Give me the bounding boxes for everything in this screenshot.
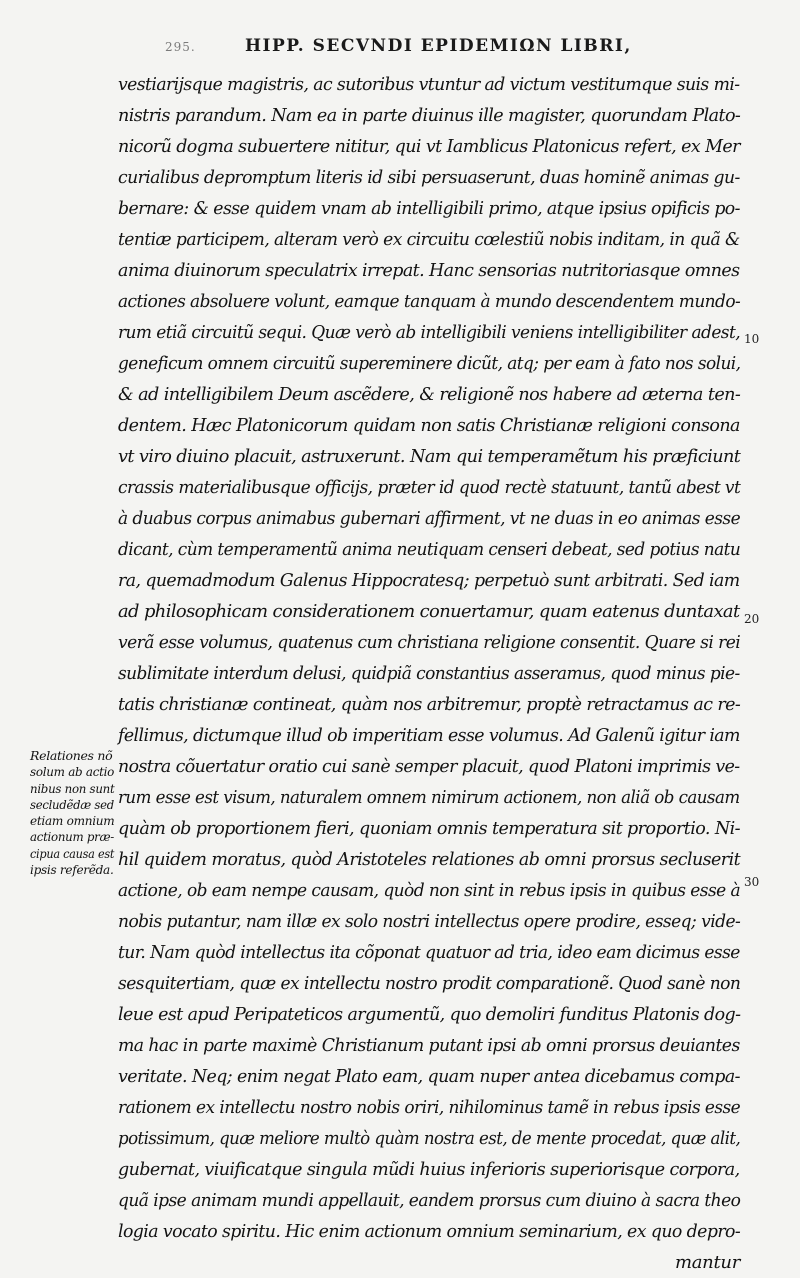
text-line: fellimus, dictumque illud ob imperitiam esse volumus. Ad Galenũ igitur iam [118,725,740,746]
marginal-note-line: solum ab actio [30,764,115,780]
marginal-note-line: ipsis referẽda. [30,862,114,878]
text-line: ra, quemadmodum Galenus Hippocratesq; perpetuò sunt arbitrati. Sed iam [118,570,740,591]
text-line: vestiarijsque magistris, ac sutoribus vtuntur ad victum vestitumque suis mi- [118,74,740,95]
text-line: nistris parandum. Nam ea in parte diuinus ille magister, quorundam Plato- [118,105,741,126]
running-head: HIPP. SECVNDI EPIDEMIΩN LIBRI, [245,36,632,56]
text-line: tentiæ participem, alteram verò ex circuitu cœlestiũ nobis inditam, in quã & [118,229,740,250]
text-line: nobis putantur, nam illæ ex solo nostri intellectus opere prodire, esseq; vide- [118,911,741,932]
text-line: rum etiã circuitũ sequi. Quæ verò ab intelligibili veniens intelligibiliter adest, [118,322,741,343]
text-line: dentem. Hæc Platonicorum quidam non satis Christianæ religioni consona [118,415,740,436]
text-line: tur. Nam quòd intellectus ita cõponat quatuor ad tria, ideo eam dicimus esse [118,942,740,963]
text-line-catchword: mantur [674,1252,740,1273]
marginal-note-line: cipua causa est [30,845,115,861]
text-line: leue est apud Peripateticos argumentũ, quo demoliri funditus Platonis dog- [118,1004,741,1025]
text-line: vt viro diuino placuit, astruxerunt. Nam qui temperamẽtum his præficiunt [118,446,741,467]
text-line: geneficum omnem circuitũ supereminere dicũt, atq; per eam à fato nos solui, [118,353,741,374]
marginal-note-line: secludẽdæ sed [30,796,114,812]
marginal-note-line: nibus non sunt [30,780,115,796]
marginal-note-line: actionum præ- [30,829,114,845]
line-number-30: 30 [744,875,760,889]
text-line: actiones absoluere volunt, eamque tanquam à mundo descendentem mundo- [118,291,741,312]
text-line: à duabus corpus animabus gubernari affirment, vt ne duas in eo animas esse [118,508,741,529]
main-text-block [118,69,740,1278]
marginal-note-line: etiam omnium [30,813,115,829]
text-line: verã esse volumus, quatenus cum christiana religione consentit. Quare si rei [118,632,741,653]
text-line: ad philosophicam considerationem conuertamur, quam eatenus duntaxat [118,601,740,622]
text-line: anima diuinorum speculatrix irrepat. Hanc sensorias nutritoriasque omnes [118,260,740,281]
text-line: hil quidem moratus, quòd Aristoteles relationes ab omni prorsus secluserit [118,849,741,870]
text-line: nostra cõuertatur oratio cui sanè semper placuit, quod Platoni imprimis ve- [118,756,740,777]
text-line: & ad intelligibilem Deum ascẽdere, & religionẽ nos habere ad æterna ten- [118,384,741,405]
text-line: quàm ob proportionem fieri, quoniam omnis temperatura sit proportio. Ni- [118,818,741,839]
text-line: rum esse est visum, naturalem omnem nimirum actionem, non aliã ob causam [118,787,740,808]
text-line: tatis christianæ contineat, quàm nos arbitremur, proptè retractamus ac re- [118,694,741,715]
text-line: veritate. Neq; enim negat Plato eam, quam nuper antea dicebamus compa- [118,1066,740,1087]
text-line: rationem ex intellectu nostro nobis oriri, nihilominus tamẽ in rebus ipsis esse [118,1097,741,1118]
text-line: logia vocato spiritu. Hic enim actionum omnium seminarium, ex quo depro- [118,1221,741,1242]
text-line: crassis materialibusque officijs, præter id quod rectè statuunt, tantũ abest vt [118,477,741,498]
text-line: sublimitate interdum delusi, quidpiã constantius asseramus, quod minus pie- [118,663,740,684]
marginal-note [30,748,114,878]
text-line: quã ipse animam mundi appellauit, eandem prorsus cum diuino à sacra theo [118,1190,741,1211]
text-line: gubernat, viuificatque singula mũdi huius inferioris superiorisque corpora, [118,1159,740,1180]
text-line: sesquitertiam, quæ ex intellectu nostro prodit comparationẽ. Quod sanè non [118,973,741,994]
text-line: dicant, cùm temperamentũ anima neutiquam censeri debeat, sed potius natu [118,539,741,560]
marginal-note-line: Relationes nõ [30,748,113,763]
text-line: bernare: & esse quidem vnam ab intelligibili primo, atque ipsius opificis po- [118,198,740,219]
line-number-10: 10 [744,332,760,346]
text-line: potissimum, quæ meliore multò quàm nostra est, de mente procedat, quæ alit, [118,1128,741,1149]
text-line: actione, ob eam nempe causam, quòd non sint in rebus ipsis in quibus esse à [118,880,741,901]
page-number: 295. [165,40,196,54]
text-line: curialibus depromptum literis id sibi persuaserunt, duas hominẽ animas gu- [118,167,740,188]
text-line: ma hac in parte maximè Christianum putant ipsi ab omni prorsus deuiantes [118,1035,740,1056]
line-number-20: 20 [744,612,760,626]
text-line: nicorũ dogma subuertere nititur, qui vt Iamblicus Platonicus refert, ex Mer [118,136,740,157]
